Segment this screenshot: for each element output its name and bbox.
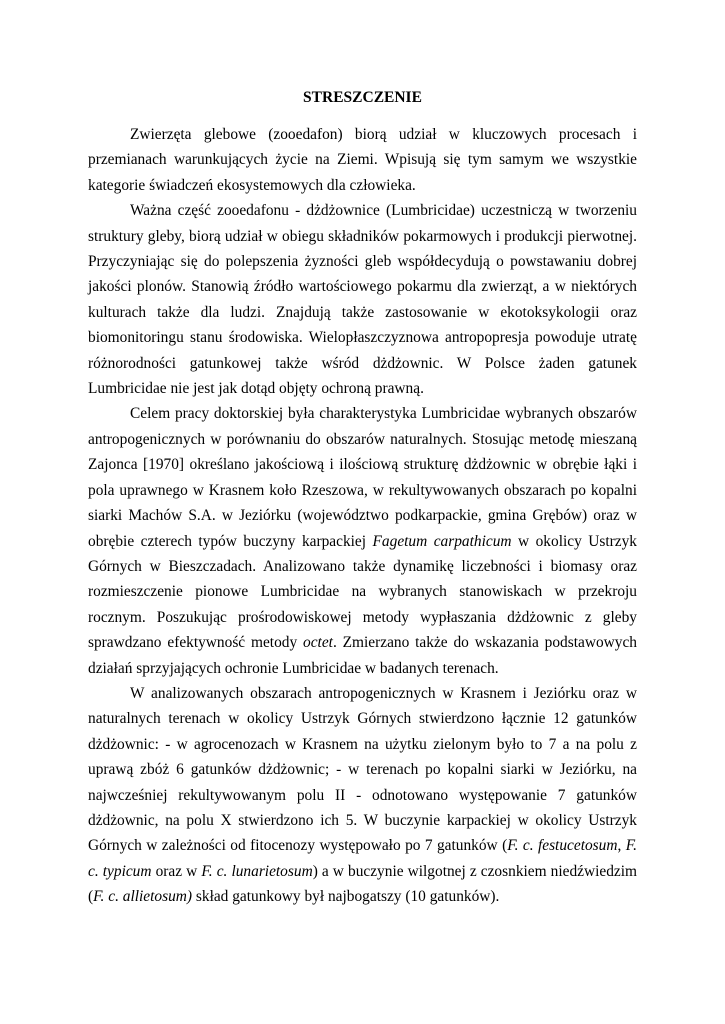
page-title: STRESZCZENIE — [303, 89, 422, 106]
text-run: . Zmierzano także do wskazania podstawowych działań sprzyjających ochronie Lumbricidae w badanych terenach. — [88, 634, 637, 677]
text-run: W analizowanych obszarach antropogenicznych w Krasnem i Jeziórku oraz w naturalnych terenach w okolicy Ustrzyk Górnych stwierdzono łącznie 12 gatunków dżdżownic: - w agrocenozach w Krasnem na użytku zielonym było to 7 a na polu z uprawą zbóż 6 gatunków dżdżownic; - w terenach po kopalni siarki w Jeziórku, na najwcześniej rekultywowanym polu II - odnotowano występowanie 7 gatunków dżdżownic, na polu X stwierdzono ich 5. W buczynie karpackiej w okolicy Ustrzyk Górnych w zależności od fitocenozy występowało po 7 gatunków ( — [88, 684, 637, 855]
paragraph — [88, 122, 637, 198]
italic-text-run: F. c. allietosum) — [93, 888, 193, 906]
text-run: Zwierzęta glebowe (zooedafon) biorą udział w kluczowych procesach i przemianach warunkujących życie na Ziemi. Wpisują się tym samym we wszystkie kategorie świadczeń ekosystemowych dla człowieka. — [88, 126, 637, 194]
text-run: Celem pracy doktorskiej była charakterystyka Lumbricidae wybranych obszarów antropogenicznych w porównaniu do obszarów naturalnych. Stosując metodę mieszaną Zajonca [1970] określano jakościową i ilościową strukturę dżdżownic w obrębie łąki i pola uprawnego w Krasnem koło Rzeszowa, w rekultywowanych obszarach po kopalni siarki Machów S.A. w Jeziórku (województwo podkarpackie, gmina Grębów) oraz w obrębie czterech typów buczyny karpackiej — [88, 405, 637, 550]
italic-text-run: F. c. typicum — [88, 837, 637, 880]
text-run: skład gatunkowy był najbogatszy (10 gatunków). — [192, 888, 500, 906]
text-run: , — [617, 837, 626, 855]
text-run: w okolicy Ustrzyk Górnych w Bieszczadach. Analizowano także dynamikę liczebności i biomasy oraz rozmieszczenie pionowe Lumbricidae na wybranych stanowiskach w przekroju rocznym. Poszukując prośrodowiskowej metody wypłaszania dżdżownic z gleby sprawdzano efektywność metody — [88, 532, 637, 652]
abstract-body — [88, 122, 637, 910]
italic-text-run: F. c. lunarietosum — [201, 862, 313, 880]
italic-text-run: F. c. festucetosum — [507, 837, 618, 855]
italic-text-run: Fagetum carpathicum — [372, 532, 512, 550]
paragraph — [88, 198, 637, 401]
italic-text-run: octet — [303, 634, 333, 652]
paragraph — [88, 401, 637, 680]
text-run: oraz w — [151, 862, 202, 880]
paragraph — [88, 681, 637, 910]
text-run: ) a w buczynie wilgotnej z czosnkiem niedźwiedzim ( — [88, 862, 637, 906]
text-run: Ważna część zooedafonu - dżdżownice (Lumbricidae) uczestniczą w tworzeniu struktury gleby, biorą udział w obiegu składników pokarmowych i produkcji pierwotnej. Przyczyniając się do polepszenia żyzności gleb współdecydują o powstawaniu dobrej jakości plonów. Stanowią źródło wartościowego pokarmu dla zwierząt, a w niektórych kulturach także dla ludzi. Znajdują także zastosowanie w ekotoksykologii oraz biomonitoringu stanu środowiska. Wielopłaszczyznowa antropopresja powoduje utratę różnorodności gatunkowej także wśród dżdżownic. W Polsce żaden gatunek Lumbricidae nie jest jak dotąd objęty ochroną prawną. — [88, 202, 637, 398]
